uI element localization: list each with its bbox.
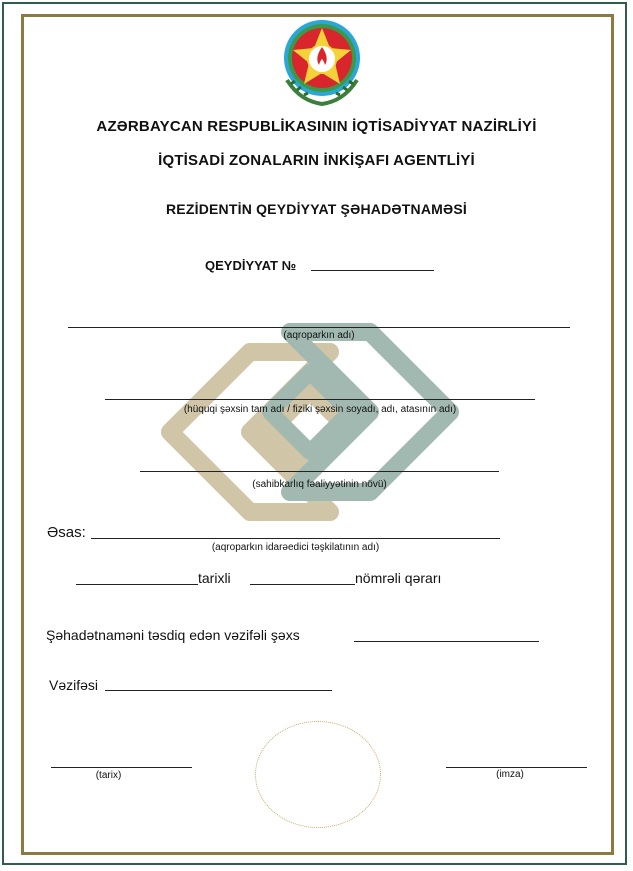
activity-line[interactable] bbox=[140, 471, 499, 472]
official-line[interactable] bbox=[354, 641, 539, 642]
basis-line[interactable] bbox=[91, 538, 500, 539]
registration-number-label: QEYDİYYAT № bbox=[205, 258, 297, 273]
decision-number-line[interactable] bbox=[250, 584, 355, 585]
registration-number-line[interactable] bbox=[311, 270, 434, 271]
decision-label: nömrəli qərarı bbox=[355, 570, 442, 586]
ministry-heading: AZƏRBAYCAN RESPUBLİKASININ İQTİSADİYYAT NAZİRLİYİ bbox=[96, 118, 537, 135]
activity-caption: (sahibkarlıq fəaliyyətinin növü) bbox=[252, 479, 387, 490]
position-label: Vəzifəsi bbox=[49, 677, 99, 693]
managing-org-caption: (aqroparkın idarəedici təşkilatının adı) bbox=[211, 542, 380, 553]
basis-label: Əsas: bbox=[47, 524, 86, 541]
signature-caption: (imza) bbox=[496, 769, 524, 780]
seal-placeholder bbox=[255, 721, 381, 828]
certificate-title: REZİDENTİN QEYDİYYAT ŞƏHADƏTNAMƏSİ bbox=[166, 201, 467, 217]
person-name-caption: (hüquqi şəxsin tam adı / fiziki şəxsin soyadı, adı, atasının adı) bbox=[183, 404, 457, 415]
date-caption: (tarix) bbox=[95, 770, 122, 781]
dated-label: tarixli bbox=[198, 570, 231, 586]
person-name-line[interactable] bbox=[105, 399, 535, 400]
date-line[interactable] bbox=[51, 767, 192, 768]
position-line[interactable] bbox=[105, 690, 332, 691]
decision-date-line[interactable] bbox=[76, 584, 198, 585]
agropark-name-caption: (aqroparkın adı) bbox=[283, 330, 355, 341]
agropark-name-line[interactable] bbox=[68, 327, 570, 328]
signature-line[interactable] bbox=[446, 767, 587, 768]
azerbaijan-emblem bbox=[279, 18, 365, 108]
agency-heading: İQTİSADİ ZONALARIN İNKİŞAFI AGENTLİYİ bbox=[158, 152, 475, 169]
agency-watermark-logo bbox=[160, 312, 460, 552]
official-label: Şəhadətnaməni təsdiq edən vəzifəli şəxs bbox=[46, 627, 300, 643]
